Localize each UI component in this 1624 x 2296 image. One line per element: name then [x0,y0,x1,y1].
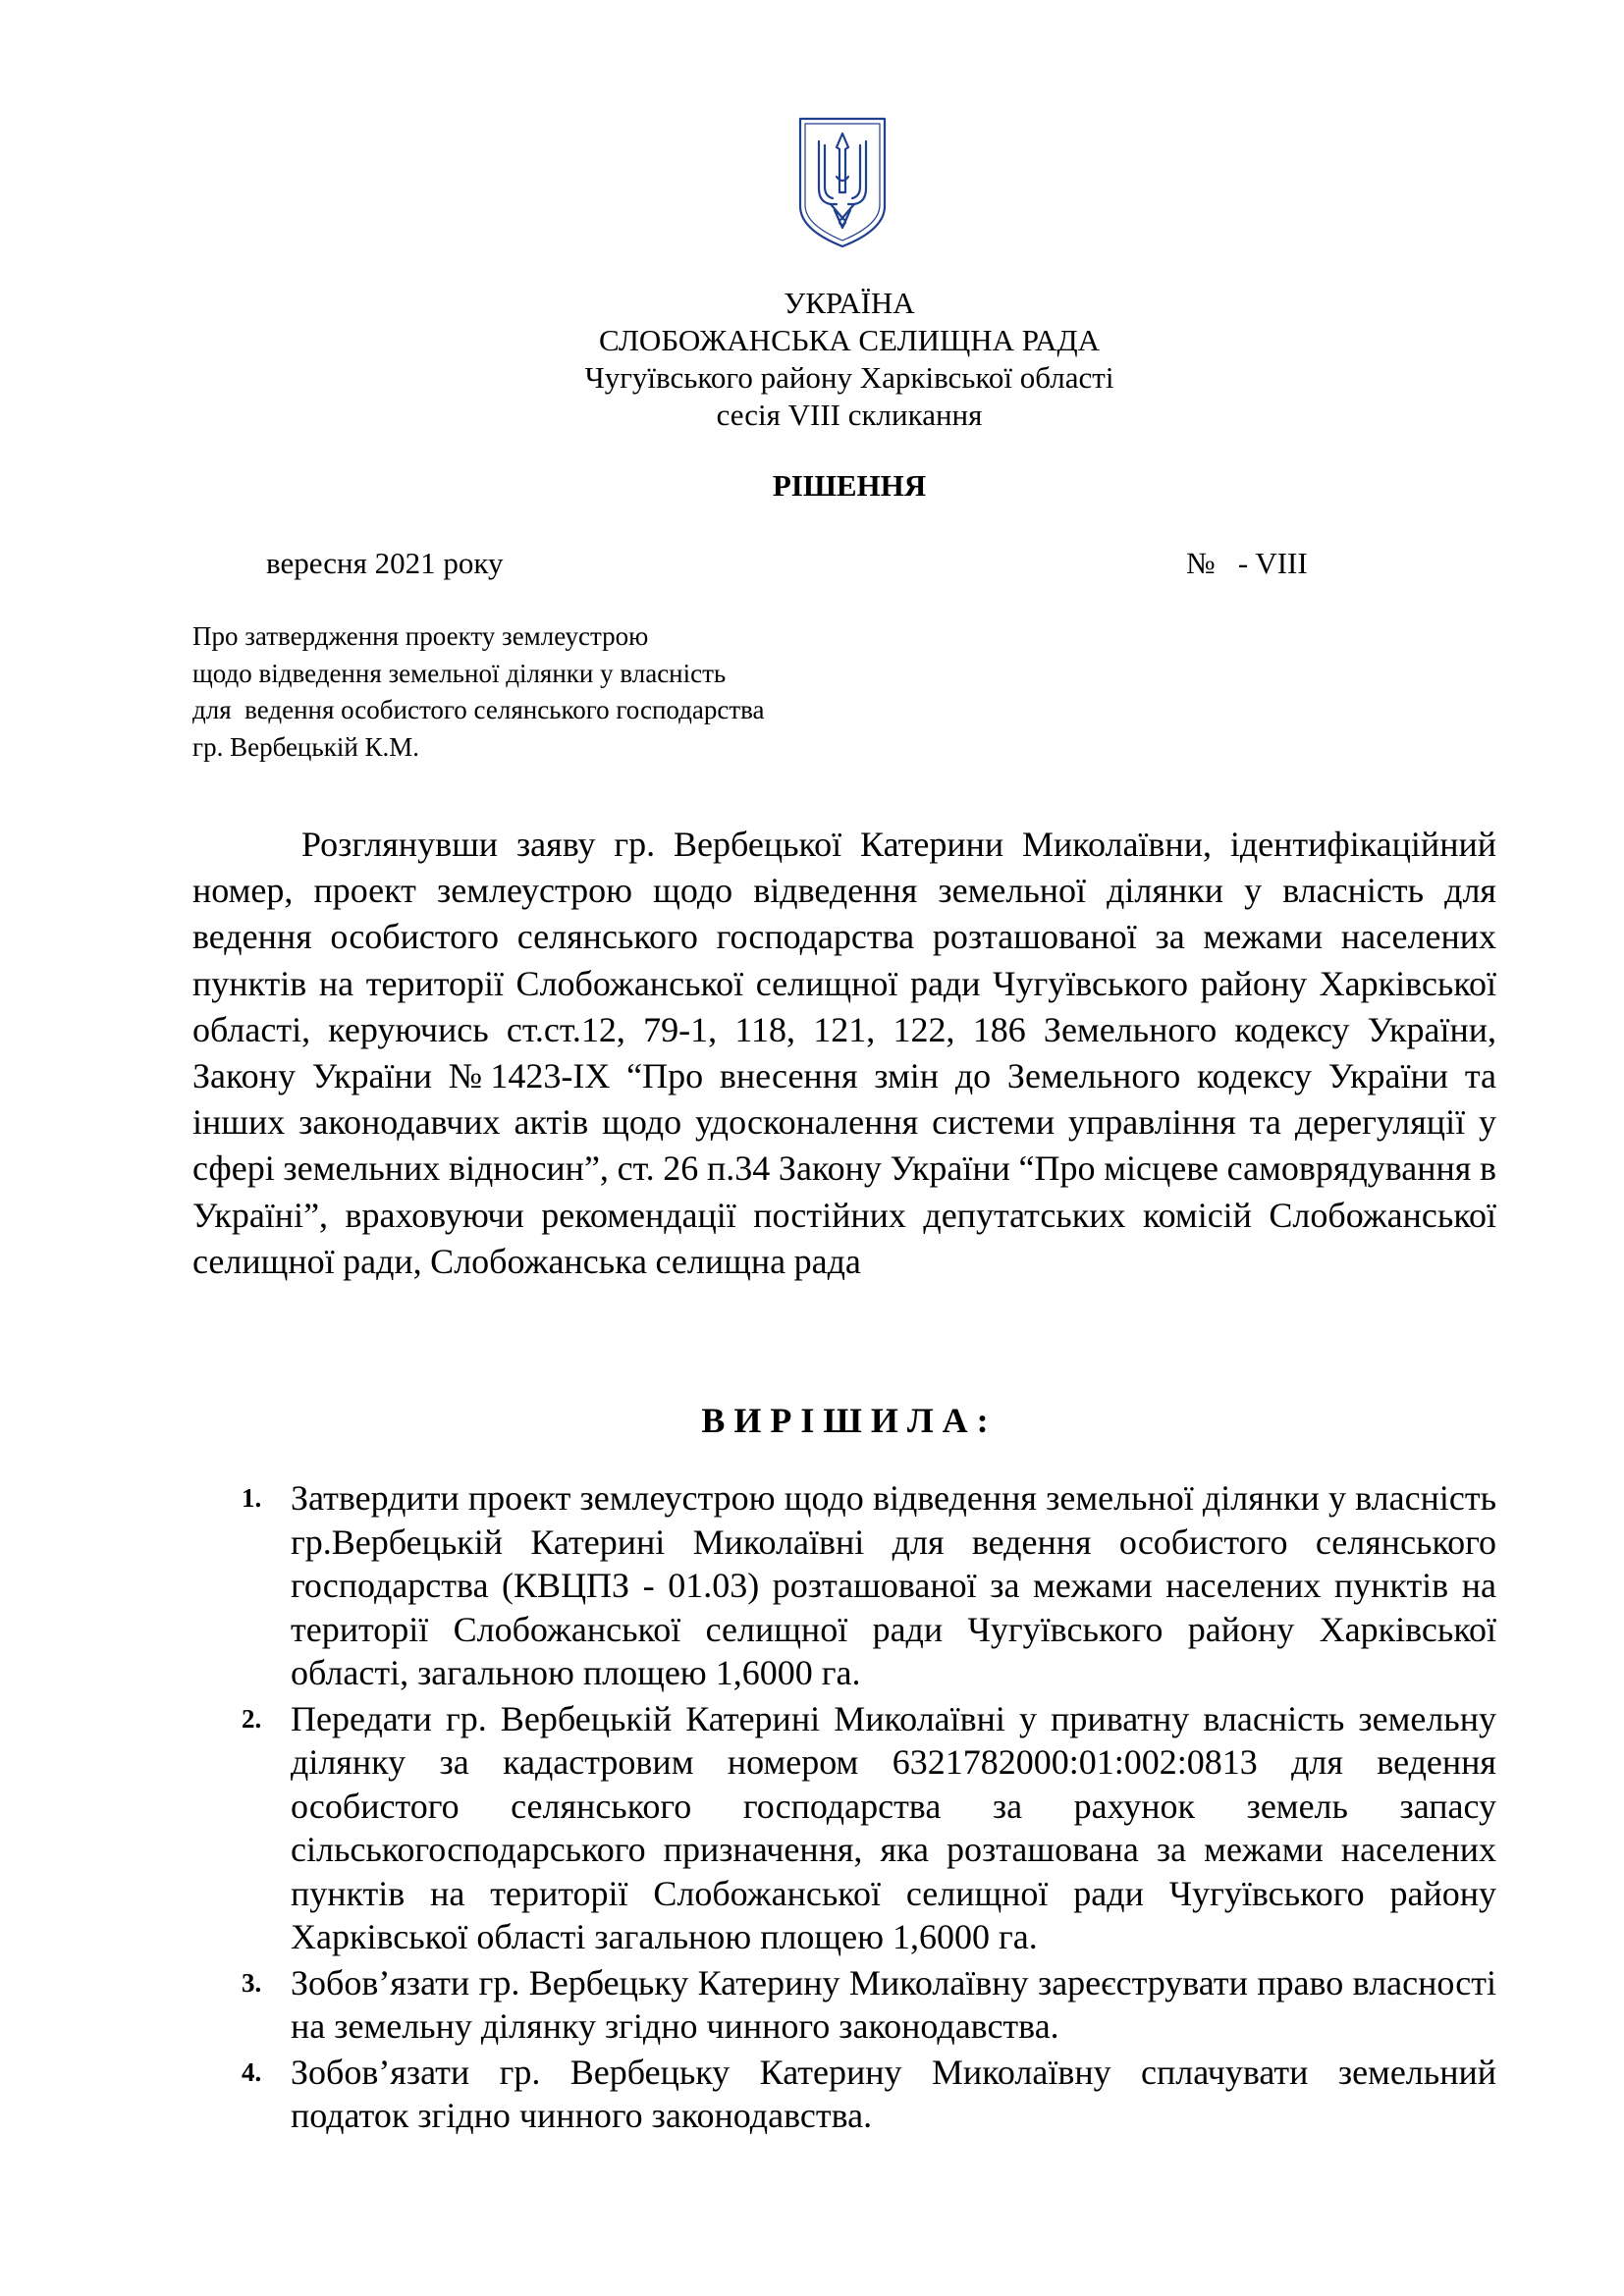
decision-text: Затвердити проект землеустрою щодо відведення земельної ділянки у власність гр.Вербецькій Катерині Миколаївні для ведення особистого селянського господарства (КВЦПЗ - 01.03) розташованої за межами населених пунктів на території Слобожанської селищної ради Чугуївського району Харківської області, загальною площею 1,6000 га. [291,1478,1496,1692]
document-number: № - VIII [1186,546,1308,580]
decision-item [242,2051,1496,2138]
header-country: УКРАЇНА [784,286,915,320]
subject-line: для ведення особистого селянського господарства [192,695,765,724]
decision-item [242,1961,1496,2049]
document-subject [192,618,765,766]
subject-line: гр. Вербецькій К.М. [192,731,420,762]
decision-text: Зобов’язати гр. Вербецьку Катерину Миколаївну зареєструвати право власності на земельну ділянку згідно чинного законодавства. [291,1962,1496,2046]
subject-line: щодо відведення земельної ділянки у власність [192,658,727,688]
decision-text: Передати гр. Вербецькій Катерині Миколаївні у приватну власність земельну ділянку за кадастровим номером 6321782000:01:002:0813 для ведення особистого селянського господарства за рахунок земель запасу сільськогосподарського призначення, яка розташована за межами населених пунктів на території Слобожанської селищної ради Чугуївського району Харківської області загальною площею 1,6000 га. [291,1698,1496,1956]
header-session: сесія VIII скликання [716,398,983,432]
coat-of-arms-icon [797,116,888,249]
decision-item [242,1697,1496,1959]
decision-item [242,1476,1496,1695]
header-district: Чугуївського району Харківської області [584,360,1114,395]
preamble-paragraph: Розглянувши заяву гр. Вербецької Катерини Миколаївни, ідентифікаційний номер, проект землеустрою щодо відведення земельної ділянки у власність для ведення особистого селянського господарства розташованої за межами населених пунктів на території Слобожанської селищної ради Чугуївського району Харківської області, керуючись ст.ст.12, 79-1, 118, 121, 122, 186 Земельного кодексу України, Закону України №1423-IX “Про внесення змін до Земельного кодексу України та інших законодавчих актів щодо удосконалення системи управління та дерегуляції у сфері земельних відносин”, ст. 26 п.34 Закону України “Про місцеве самоврядування в Україні”, враховуючи рекомендації постійних депутатських комісій Слобожанської селищної ради, Слобожанська селищна рада [192,825,1496,1281]
document-type-heading: РІШЕННЯ [772,468,927,503]
resolved-heading: ВИРІШИЛА: [701,1401,998,1440]
header-council-name: СЛОБОЖАНСЬКА СЕЛИЩНА РАДА [599,323,1100,357]
subject-line: Про затвердження проекту землеустрою [192,621,649,651]
decision-text: Зобов’язати гр. Вербецьку Катерину Миколаївну сплачувати земельний податок згідно чинного законодавства. [291,2052,1496,2135]
decision-number: 2. [242,1703,262,1734]
decision-number: 3. [242,1967,262,1998]
decision-number: 4. [242,2056,262,2087]
document-date: вересня 2021 року [266,546,504,580]
decision-list [242,1476,1496,2140]
decision-number: 1. [242,1483,262,1513]
